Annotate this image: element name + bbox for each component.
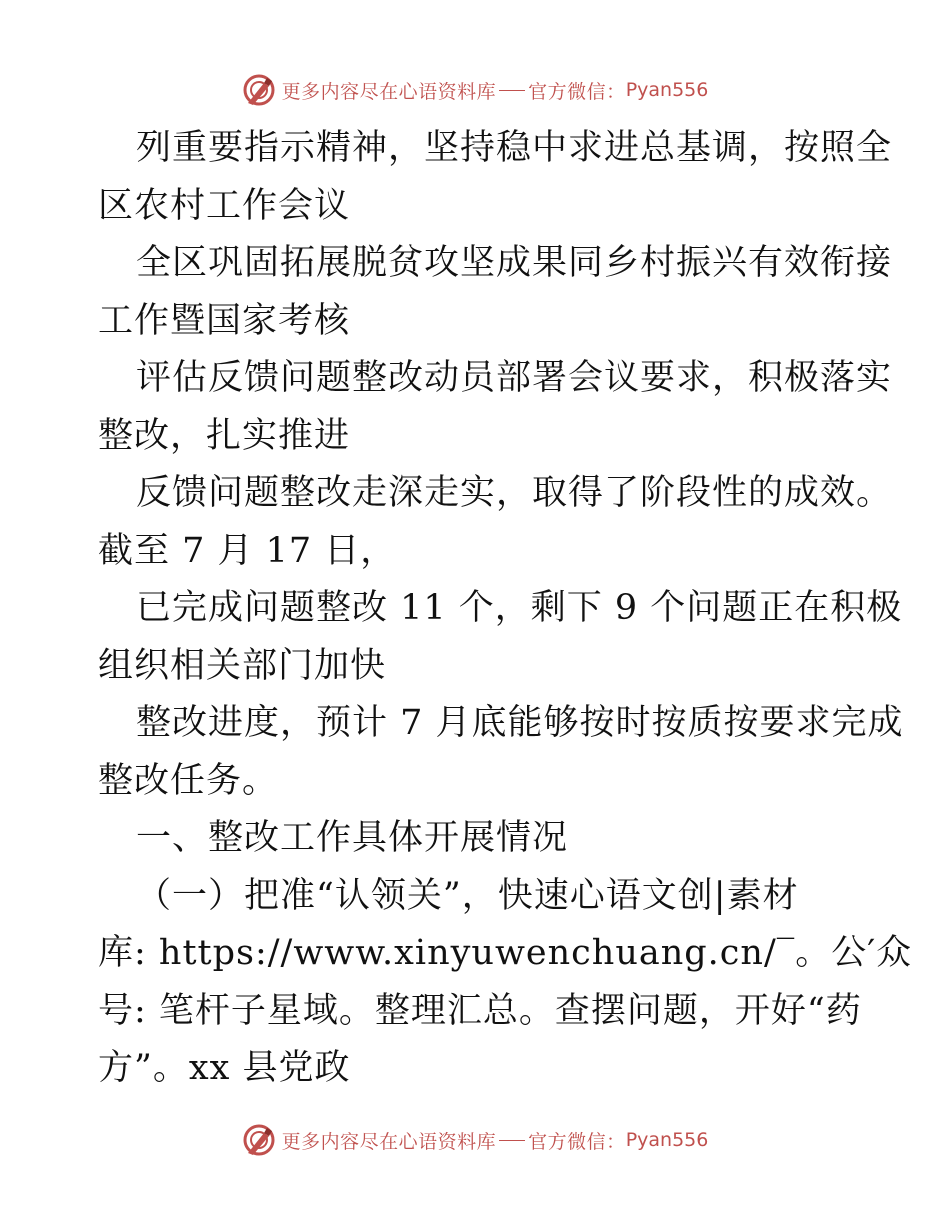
text-line: 一、整改工作具体开展情况: [136, 818, 569, 858]
watermark-dash: [499, 90, 525, 91]
text-line: 区农村工作会议: [98, 185, 351, 226]
document-body: [98, 120, 913, 1098]
text-line: 整改进度，预计 7 月底能够按时按质按要求完成: [136, 703, 904, 743]
watermark-brand: 更多内容尽在心语资料库: [281, 80, 497, 103]
text-line: 工作暨国家考核: [98, 300, 351, 341]
text-line: 组织相关部门加快: [98, 645, 387, 686]
watermark-label: 官方微信：: [528, 80, 626, 103]
watermark-id: Pyan556: [625, 79, 709, 101]
text-line: 反馈问题整改走深走实，取得了阶段性的成效。: [136, 473, 893, 513]
watermark-dash: [499, 1140, 525, 1141]
pen-logo-icon: [242, 1123, 276, 1157]
text-line: （一）把准“认领关”，快速心语文创|素材: [136, 875, 799, 916]
text-line: 评估反馈问题整改动员部署会议要求，积极落实: [136, 358, 893, 398]
text-line: 列重要指示精神，坚持稳中求进总基调，按照全: [136, 128, 893, 168]
text-line: 库: https://www.xinyuwenchuang.cn/‾。公′众: [98, 933, 913, 973]
text-line: 整改任务。: [98, 760, 279, 801]
watermark-label: 官方微信：: [528, 1130, 626, 1153]
text-line: 全区巩固拓展脱贫攻坚成果同乡村振兴有效衔接: [136, 243, 893, 283]
footer-watermark: [0, 1120, 950, 1160]
text-line: 整改，扎实推进: [98, 415, 351, 456]
watermark-brand: 更多内容尽在心语资料库: [281, 1130, 497, 1153]
text-line: 方”。xx 县党政: [98, 1048, 351, 1088]
text-line: 号: 笔杆子星域。整理汇总。查摆问题，开好“药: [98, 990, 862, 1031]
text-line: 已完成问题整改 11 个，剩下 9 个问题正在积极: [136, 588, 903, 628]
pen-logo-icon: [242, 73, 276, 107]
text-line: 截至 7 月 17 日，: [98, 530, 397, 571]
watermark-id: Pyan556: [625, 1129, 709, 1151]
header-watermark: [0, 70, 950, 110]
